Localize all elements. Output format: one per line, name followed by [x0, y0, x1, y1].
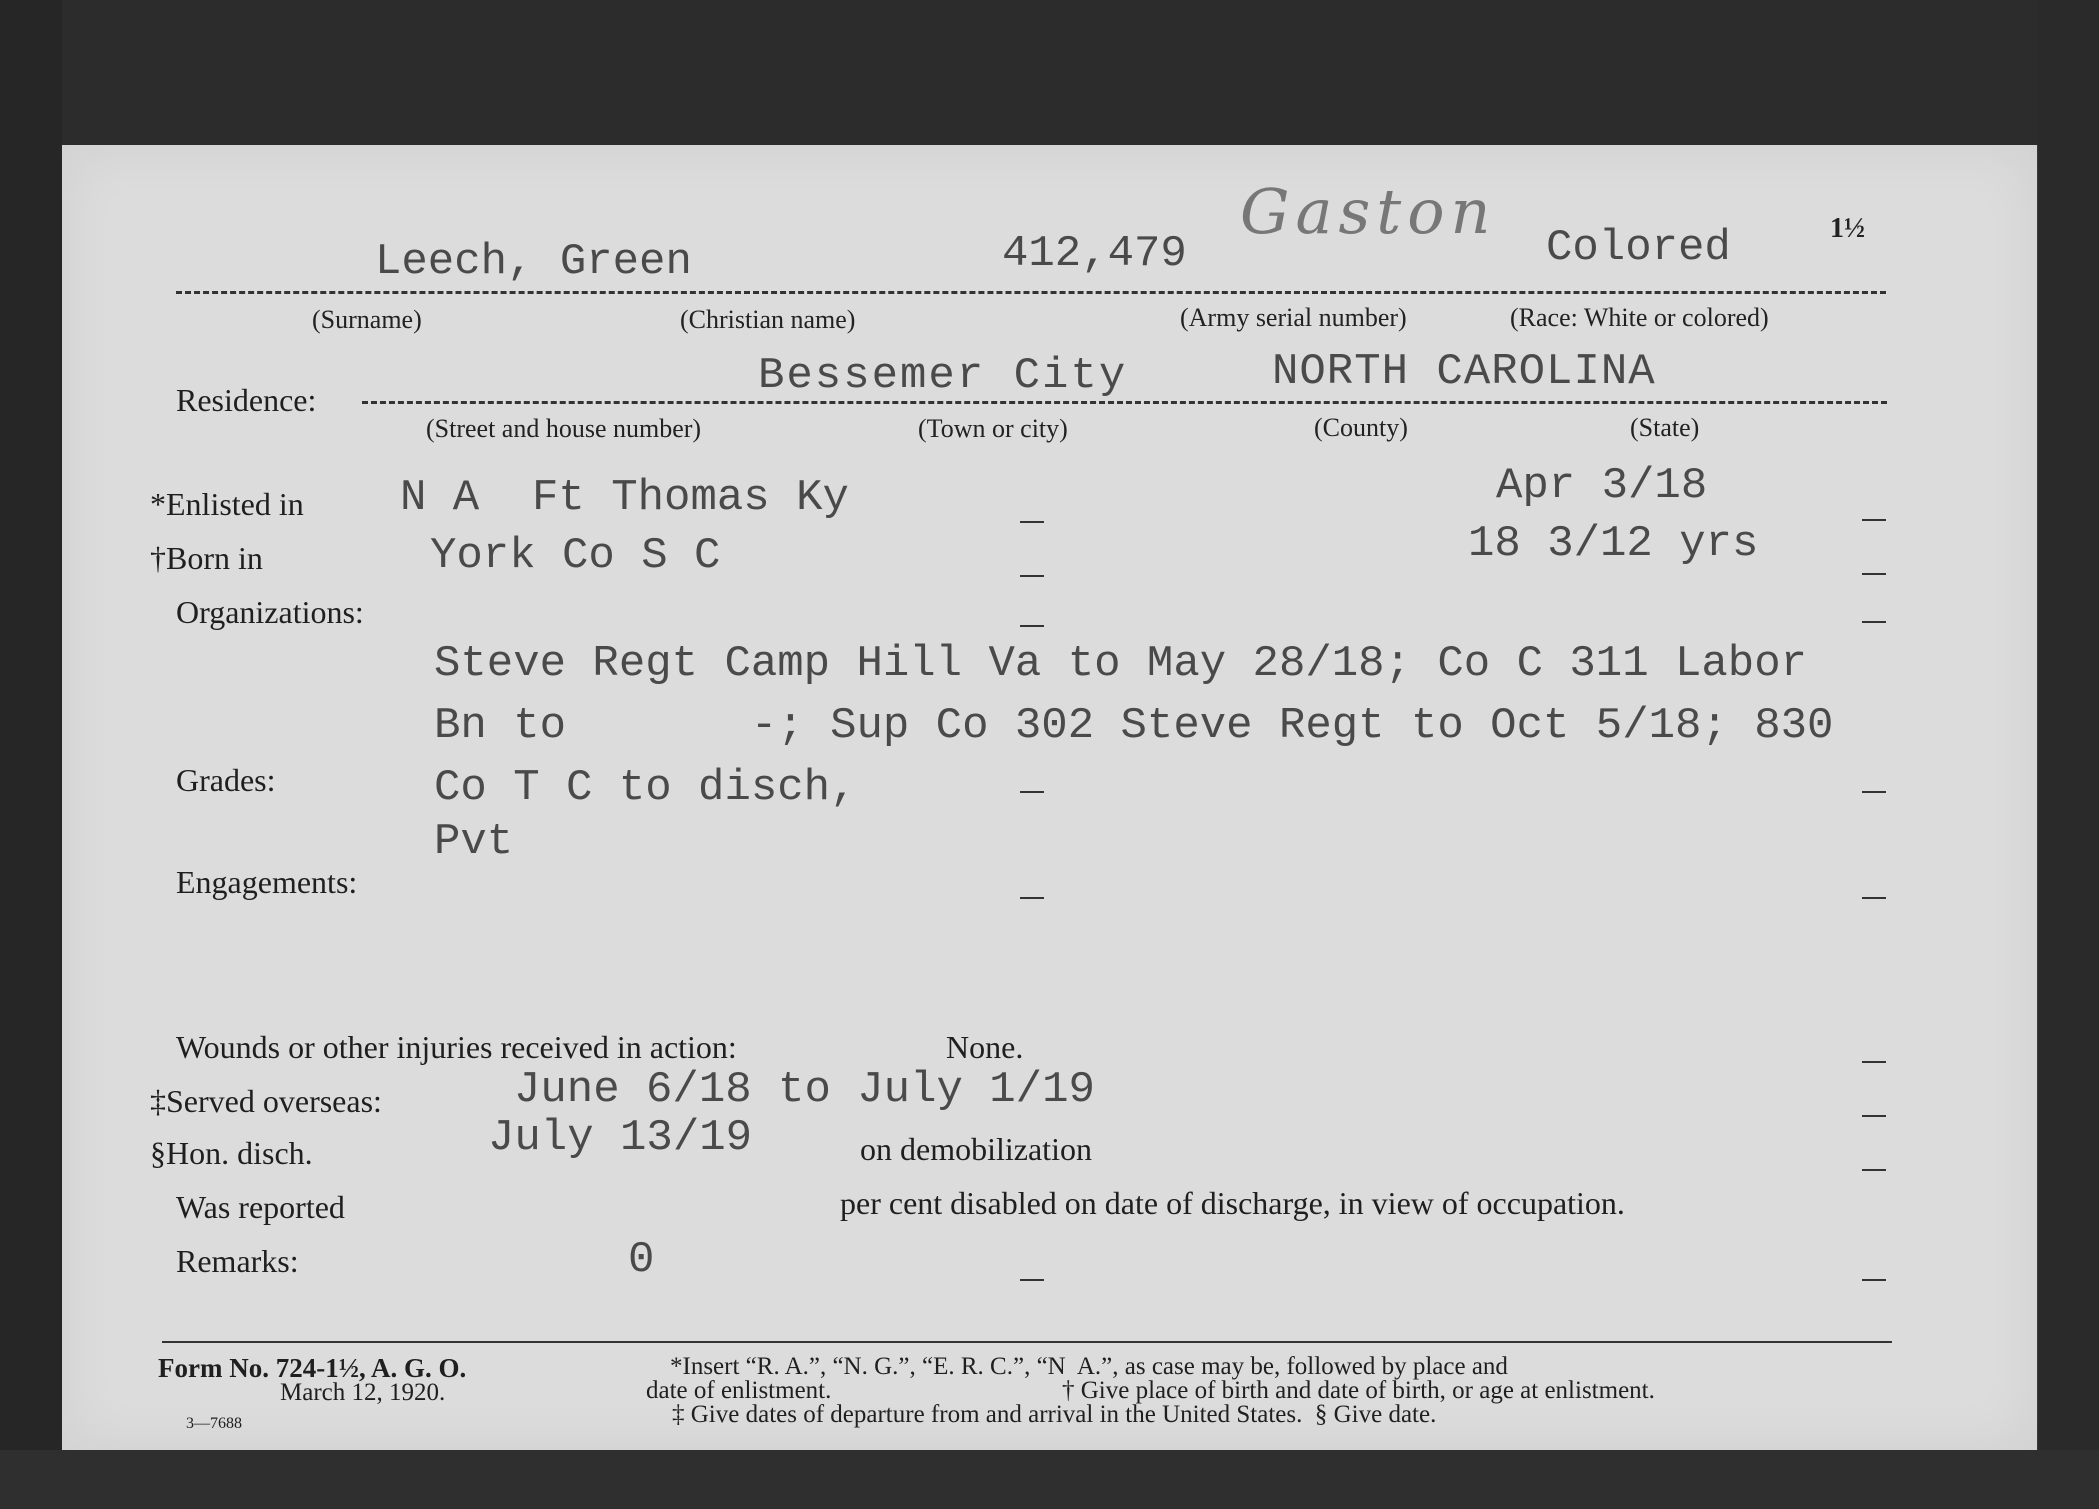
- race-value: Colored: [1546, 223, 1731, 273]
- rule-mark: [1020, 575, 1044, 577]
- rule-mark: [1020, 1279, 1044, 1281]
- print-code: 3—7688: [186, 1415, 242, 1432]
- service-record-card: [62, 145, 2037, 1450]
- serial-number-value: 412,479: [1002, 229, 1187, 279]
- caption-surname: (Surname): [312, 305, 422, 334]
- organizations-line-1: Steve Regt Camp Hill Va to May 28/18; Co C 311 Labor: [434, 639, 1808, 689]
- caption-christian-name: (Christian name): [680, 305, 856, 334]
- enlisted-label: *Enlisted in: [150, 486, 304, 522]
- demobilization-note: on demobilization: [860, 1131, 1092, 1167]
- caption-race: (Race: White or colored): [1510, 303, 1769, 332]
- rule-mark: [1862, 1169, 1886, 1171]
- footer-note-2b: † Give place of birth and date of birth, or age at enlistment.: [1062, 1377, 1655, 1404]
- hon-disch-label: §Hon. disch.: [150, 1135, 313, 1171]
- rule-mark: [1020, 791, 1044, 793]
- reported-label: Was reported: [176, 1189, 345, 1225]
- county-handwritten: Gaston: [1240, 175, 1497, 248]
- served-overseas-value: June 6/18 to July 1/19: [514, 1065, 1095, 1115]
- caption-street: (Street and house number): [426, 414, 702, 443]
- served-overseas-label: ‡Served overseas:: [150, 1083, 382, 1119]
- rule-mark: [1020, 625, 1044, 627]
- rule-mark: [1862, 1061, 1886, 1063]
- rule-mark: [1862, 573, 1886, 575]
- form-date: March 12, 1920.: [280, 1379, 446, 1406]
- rule-mark: [1862, 1279, 1886, 1281]
- form-number: Form No. 724-1½, A. G. O.: [158, 1353, 467, 1383]
- residence-town: Bessemer City: [758, 351, 1128, 401]
- footer-note-1: *Insert “R. A.”, “N. G.”, “E. R. C.”, “N A.”, as case may be, followed by place and: [670, 1353, 1508, 1380]
- footer-rule: [162, 1341, 1892, 1343]
- rule-mark: [1862, 897, 1886, 899]
- footer-note-3: ‡ Give dates of departure from and arrival in the United States. § Give date.: [672, 1401, 1437, 1428]
- organizations-label: Organizations:: [176, 594, 364, 630]
- residence-dashed-line: [362, 401, 1887, 404]
- rule-mark: [1862, 621, 1886, 623]
- organizations-line-3: Co T C to disch,: [434, 763, 857, 813]
- disability-note: per cent disabled on date of discharge, in view of occupation.: [840, 1185, 1625, 1221]
- caption-county: (County): [1314, 413, 1408, 442]
- residence-state: NORTH CAROLINA: [1272, 347, 1656, 397]
- form-corner-number: 1½: [1830, 213, 1865, 244]
- caption-serial-number: (Army serial number): [1180, 303, 1407, 332]
- rule-mark: [1020, 897, 1044, 899]
- engagements-label: Engagements:: [176, 864, 358, 900]
- residence-label: Residence:: [176, 382, 317, 418]
- grades-value: Pvt: [434, 817, 514, 867]
- caption-town: (Town or city): [918, 414, 1068, 443]
- surname-value: Leech, Green: [375, 237, 692, 287]
- rule-mark: [1020, 521, 1044, 523]
- caption-state: (State): [1630, 413, 1700, 442]
- remarks-label: Remarks:: [176, 1243, 299, 1279]
- scan-background-left: [0, 0, 62, 1509]
- rule-mark: [1862, 519, 1886, 521]
- scan-background-bottom: [0, 1450, 2099, 1509]
- enlisted-place: N A Ft Thomas Ky: [400, 473, 849, 523]
- hon-disch-date: July 13/19: [488, 1113, 753, 1163]
- scan-background-right: [2038, 0, 2099, 1509]
- wounds-value: None.: [946, 1029, 1024, 1065]
- rule-mark: [1862, 791, 1886, 793]
- enlisted-date: Apr 3/18: [1496, 461, 1708, 511]
- footer-note-2a: date of enlistment.: [646, 1377, 832, 1404]
- disability-percent: 0: [628, 1235, 655, 1285]
- organizations-line-2: Bn to -; Sup Co 302 Steve Regt to Oct 5/18; 830: [434, 701, 1834, 751]
- born-label: †Born in: [150, 540, 263, 576]
- born-place: York Co S C: [430, 531, 721, 581]
- wounds-label: Wounds or other injuries received in action:: [176, 1029, 737, 1065]
- grades-label: Grades:: [176, 762, 276, 798]
- born-age: 18 3/12 yrs: [1468, 519, 1759, 569]
- header-dashed-line: [176, 291, 1886, 294]
- rule-mark: [1862, 1115, 1886, 1117]
- scan-background-top: [0, 0, 2099, 145]
